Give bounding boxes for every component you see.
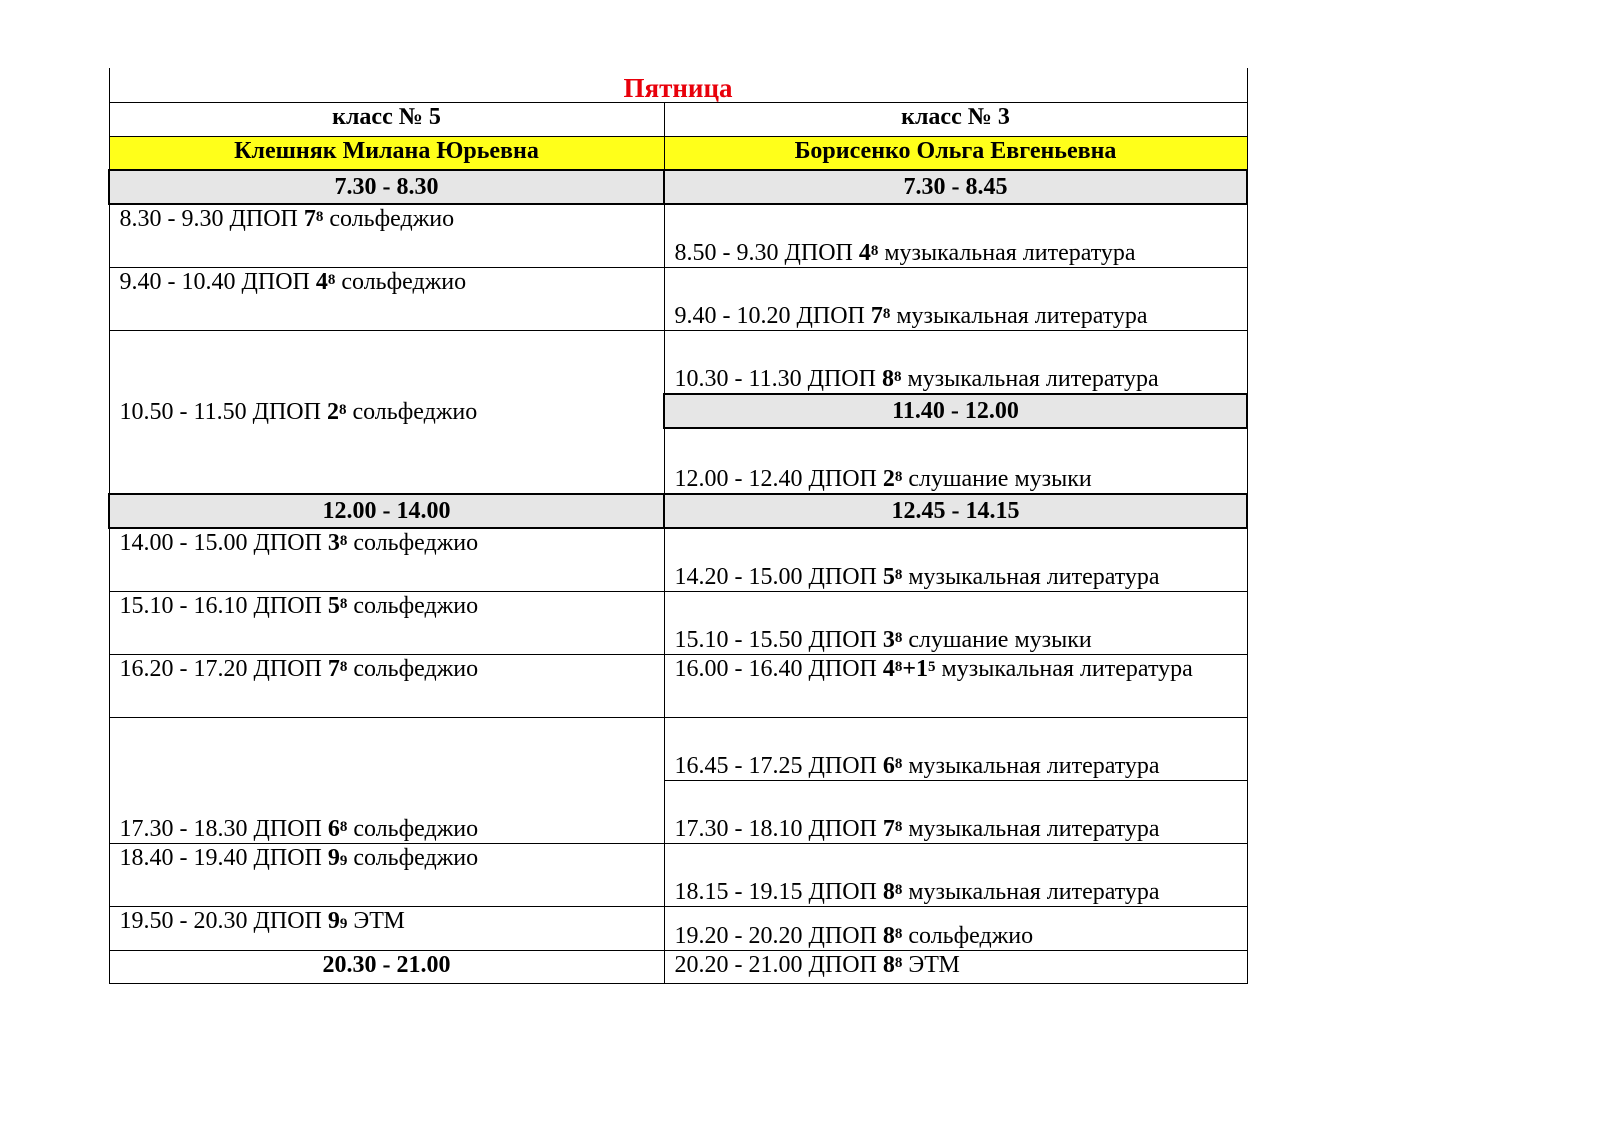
right-break: 11.40 - 12.00 [664,394,1247,428]
left-break: 7.30 - 8.30 [109,170,664,204]
right-lesson: 8.50 - 9.30 ДПОП $4^8$ музыкальная литература [664,204,1247,267]
right-break: 7.30 - 8.45 [664,170,1247,204]
right-room-header: класс № 3 [664,102,1247,136]
left-lesson: 8.30 - 9.30 ДПОП $7^8$ сольфеджио [109,204,664,267]
right-lesson: 10.30 - 11.30 ДПОП $8^8$ музыкальная литература [664,330,1247,394]
right-lesson: 20.20 - 21.00 ДПОП $8^8$ ЭТМ [664,950,1247,983]
right-lesson: 17.30 - 18.10 ДПОП $7^8$ музыкальная литература [664,780,1247,843]
right-lesson: 12.00 - 12.40 ДПОП $2^8$ слушание музыки [664,428,1247,494]
left-lesson: 9.40 - 10.40 ДПОП $4^8$ сольфеджио [109,267,664,330]
schedule-sheet [108,68,1246,984]
left-lesson: 18.40 - 19.40 ДПОП 99 сольфеджио [109,843,664,906]
left-break: 12.00 - 14.00 [109,494,664,528]
right-break: 12.45 - 14.15 [664,494,1247,528]
left-lesson: 17.30 - 18.30 ДПОП $6^8$ сольфеджио [109,717,664,843]
left-lesson: 10.50 - 11.50 ДПОП $2^8$ сольфеджио [109,330,664,494]
right-lesson: 16.00 - 16.40 ДПОП $4^8+1^5$ музыкальная литература [664,654,1247,717]
left-lesson: 16.20 - 17.20 ДПОП $7^8$ сольфеджио [109,654,664,717]
left-lesson: 19.50 - 20.30 ДПОП 99 ЭТМ [109,906,664,950]
right-lesson: 15.10 - 15.50 ДПОП $3^8$ слушание музыки [664,591,1247,654]
left-teacher-name: Клешняк Милана Юрьевна [109,136,664,170]
right-lesson: 14.20 - 15.00 ДПОП $5^8$ музыкальная литература [664,528,1247,591]
right-lesson: 16.45 - 17.25 ДПОП $6^8$ музыкальная литература [664,717,1247,780]
right-lesson: 19.20 - 20.20 ДПОП $8^8$ сольфеджио [664,906,1247,950]
left-room-header: класс № 5 [109,102,664,136]
left-lesson: 14.00 - 15.00 ДПОП $3^8$ сольфеджио [109,528,664,591]
left-lesson: 15.10 - 16.10 ДПОП $5^8$ сольфеджио [109,591,664,654]
left-break: 20.30 - 21.00 [109,950,664,983]
page-title: Пятница [109,68,1247,102]
right-lesson: 18.15 - 19.15 ДПОП $8^8$ музыкальная литература [664,843,1247,906]
right-teacher-name: Борисенко Ольга Евгеньевна [664,136,1247,170]
schedule-table [108,68,1248,984]
right-lesson: 9.40 - 10.20 ДПОП $7^8$ музыкальная литература [664,267,1247,330]
